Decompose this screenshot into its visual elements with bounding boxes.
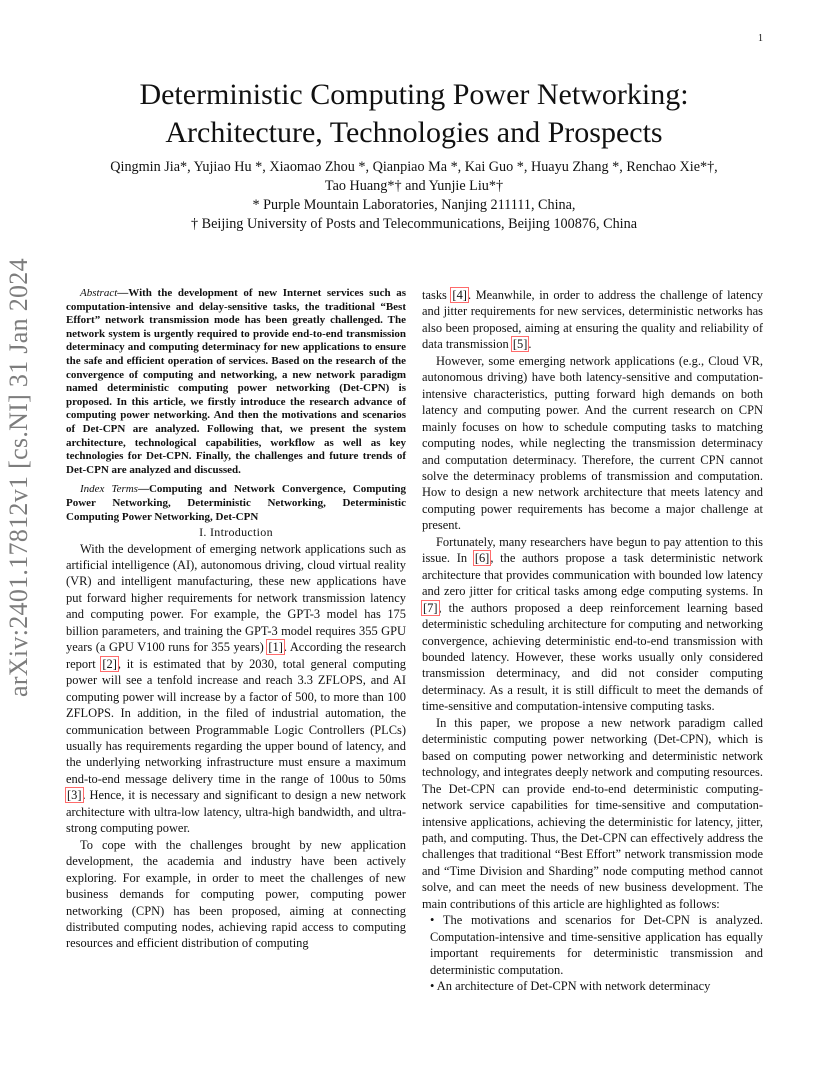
text-span: , the authors propose a task deterministic network architecture that provides communication with bounded low latency and zero jitter for critical tasks among edge computing systems. In [422, 551, 763, 599]
citation-link-3[interactable]: [3] [67, 788, 82, 803]
text-span: , the authors proposed a deep reinforcement learning based deterministic scheduling architecture for computing and networking convergence, achieving deterministic end-to-end transmission with bounded latency. However, these works usually only considered transmission determinacy, and did not consider computing determinacy. As a result, it is still difficult to meet the demands of time-sensitive and computation-intensive computing tasks. [422, 600, 763, 714]
text-span: , it is estimated that by 2030, total general computing power will see a tenfold increase and reach 3.3 ZFLOPS, and AI computing power will increase by a factor of 500, to more than 100 ZFLOPS. In addition, in the filed of industrial automation, the communication between Programmable Logic Controllers (PLCs) usually has requirements regarding the upper bound of latency, and the underlying networking infrastructure must ensure a maximum end-to-end message delivery time in the range of 100us to 50ms [66, 656, 407, 786]
affiliation-2: † Beijing University of Posts and Telecommunications, Beijing 100876, China [190, 216, 637, 232]
intro-paragraph-5: In this paper, we propose a new network paradigm called deterministic computing power networking (Det-CPN), which is based on computing power networking and deterministic network technology, and integrates deeply network and computing resources. The Det-CPN can provide end-to-end deterministic computing-network service capabilities for time-sensitive and computation-intensive applications, achieving the deterministic for latency, jitter, path, and computing. Thus, the Det-CPN can effectively address the challenges that traditional “Best Effort” network transmission mode and “Time Division and Sharding” node computing method cannot solve, and can meet the needs of new business development. The main contributions of this article are highlighted as follows: [422, 715, 763, 911]
intro-paragraph-3: However, some emerging network applications (e.g., Cloud VR, autonomous driving) have both latency-sensitive and computation-intensive characteristics, putting forward high demands on both latency and computing power. And the current research on CPN mainly focuses on how to schedule computing tasks to matching computing nodes, while neglecting the transmission determinacy and computation determinacy. Therefore, the current CPN cannot solve the determinacy problems of transmission and computation. How to design a new network architecture that meets latency and computing power requirements has become a major challenge at present. [422, 353, 763, 533]
author-block [60, 158, 768, 234]
text-span: . [528, 337, 532, 352]
arxiv-identifier: arXiv:2401.17812v1 [cs.NI] 31 Jan 2024 [4, 258, 33, 697]
intro-paragraph-1 [66, 541, 406, 837]
citation-link-1[interactable]: [1] [268, 640, 283, 655]
citation-link-2[interactable]: [2] [102, 656, 117, 671]
affiliation-1: * Purple Mountain Laboratories, Nanjing 211111, China, [252, 197, 576, 213]
intro-paragraph-2-cont [422, 287, 763, 353]
index-terms-label: Index Terms [80, 483, 138, 496]
text-span: Fortunately, many researchers have begun to pay attention to this issue. In [422, 534, 763, 566]
intro-paragraph-2: To cope with the challenges brought by new application development, the academia and industry have been actively exploring. For example, in order to meet the challenges of new business demands for computing power, computing power networking (CPN) has been proposed, aiming at connecting distributed computing nodes, achieving rapid access to computing resources and efficient distribution of computing [66, 837, 406, 951]
text-span: With the development of emerging network applications such as artificial intelligence (AI), autonomous driving, cloud virtual reality (VR) and intelligent manufacturing, these new applications have put forward higher requirements for network transmission latency and computing power. For example, the GPT-3 model has 175 billion parameters, and training the GPT-3 model requires 355 GPU years (a GPU V100 runs for 355 years) [66, 541, 406, 655]
intro-paragraph-4 [422, 534, 763, 715]
citation-link-5[interactable]: [5] [512, 337, 528, 352]
text-span: tasks [422, 288, 452, 302]
title-line-2: Architecture, Technologies and Prospects [165, 116, 663, 149]
citation-link-6[interactable]: [6] [474, 551, 490, 566]
contribution-bullet-2: • An architecture of Det-CPN with network determinacy [430, 979, 711, 994]
title-line-1: Deterministic Computing Power Networking: [139, 78, 689, 111]
text-span: . Meanwhile, in order to address the challenge of latency and jitter requirements for new services, deterministic networks has also been proposed, aiming at ensuring the quality and reliability of data transmission [422, 288, 763, 352]
right-column [422, 287, 763, 994]
citation-link-7[interactable]: [7] [423, 600, 438, 615]
contribution-bullet-1: • The motivations and scenarios for Det-CPN is analyzed. Computation-intensive and time-sensitive application has equally important requirements for deterministic transmission and deterministic computation. [430, 913, 763, 977]
section-heading-introduction: I. Introduction [199, 525, 273, 540]
abstract [66, 287, 406, 477]
index-terms-text: —Computing and Network Convergence, Computing Power Networking, Deterministic Networking, Deterministic Computing Power Networking, Det-CPN [66, 483, 406, 523]
citation-link-4[interactable]: [4] [452, 288, 467, 302]
text-span: . According the research report [66, 640, 406, 671]
authors-line-1: Qingmin Jia*, Yujiao Hu *, Xiaomao Zhou *, Qianpiao Ma *, Kai Guo *, Huayu Zhang *, Renchao Xie*†, [110, 159, 718, 175]
abstract-text: —With the development of new Internet services such as computation-intensive and delay-sensitive tasks, the traditional “Best Effort” network transmission mode has been greatly challenged. The network system is urgently required to provide end-to-end transmission determinacy and computing determinacy for new applications to ensure the safe and efficient operation of services. Based on the research of the convergence of computing and networking, a new network paradigm named deterministic computing power networking (Det-CPN) is proposed. In this article, we firstly introduce the research advance of computing power networking. And then the motivations and scenarios of Det-CPN are analyzed. Following that, we present the system architecture, technological capabilities, workflow as well as key technologies for Det-CPN. Finally, the challenges and future trends of Det-CPN are analyzed and discussed. [66, 287, 406, 476]
paper-title [60, 76, 768, 152]
left-column [66, 287, 406, 952]
authors-line-2: Tao Huang*† and Yunjie Liu*† [324, 178, 504, 194]
text-span: . Hence, it is necessary and significant to design a new network architecture with ultra-low latency, ultra-high bandwidth, and ultra-strong computing power. [66, 788, 406, 836]
index-terms [66, 483, 406, 524]
page-number: 1 [758, 33, 763, 44]
abstract-label: Abstract [80, 287, 118, 299]
